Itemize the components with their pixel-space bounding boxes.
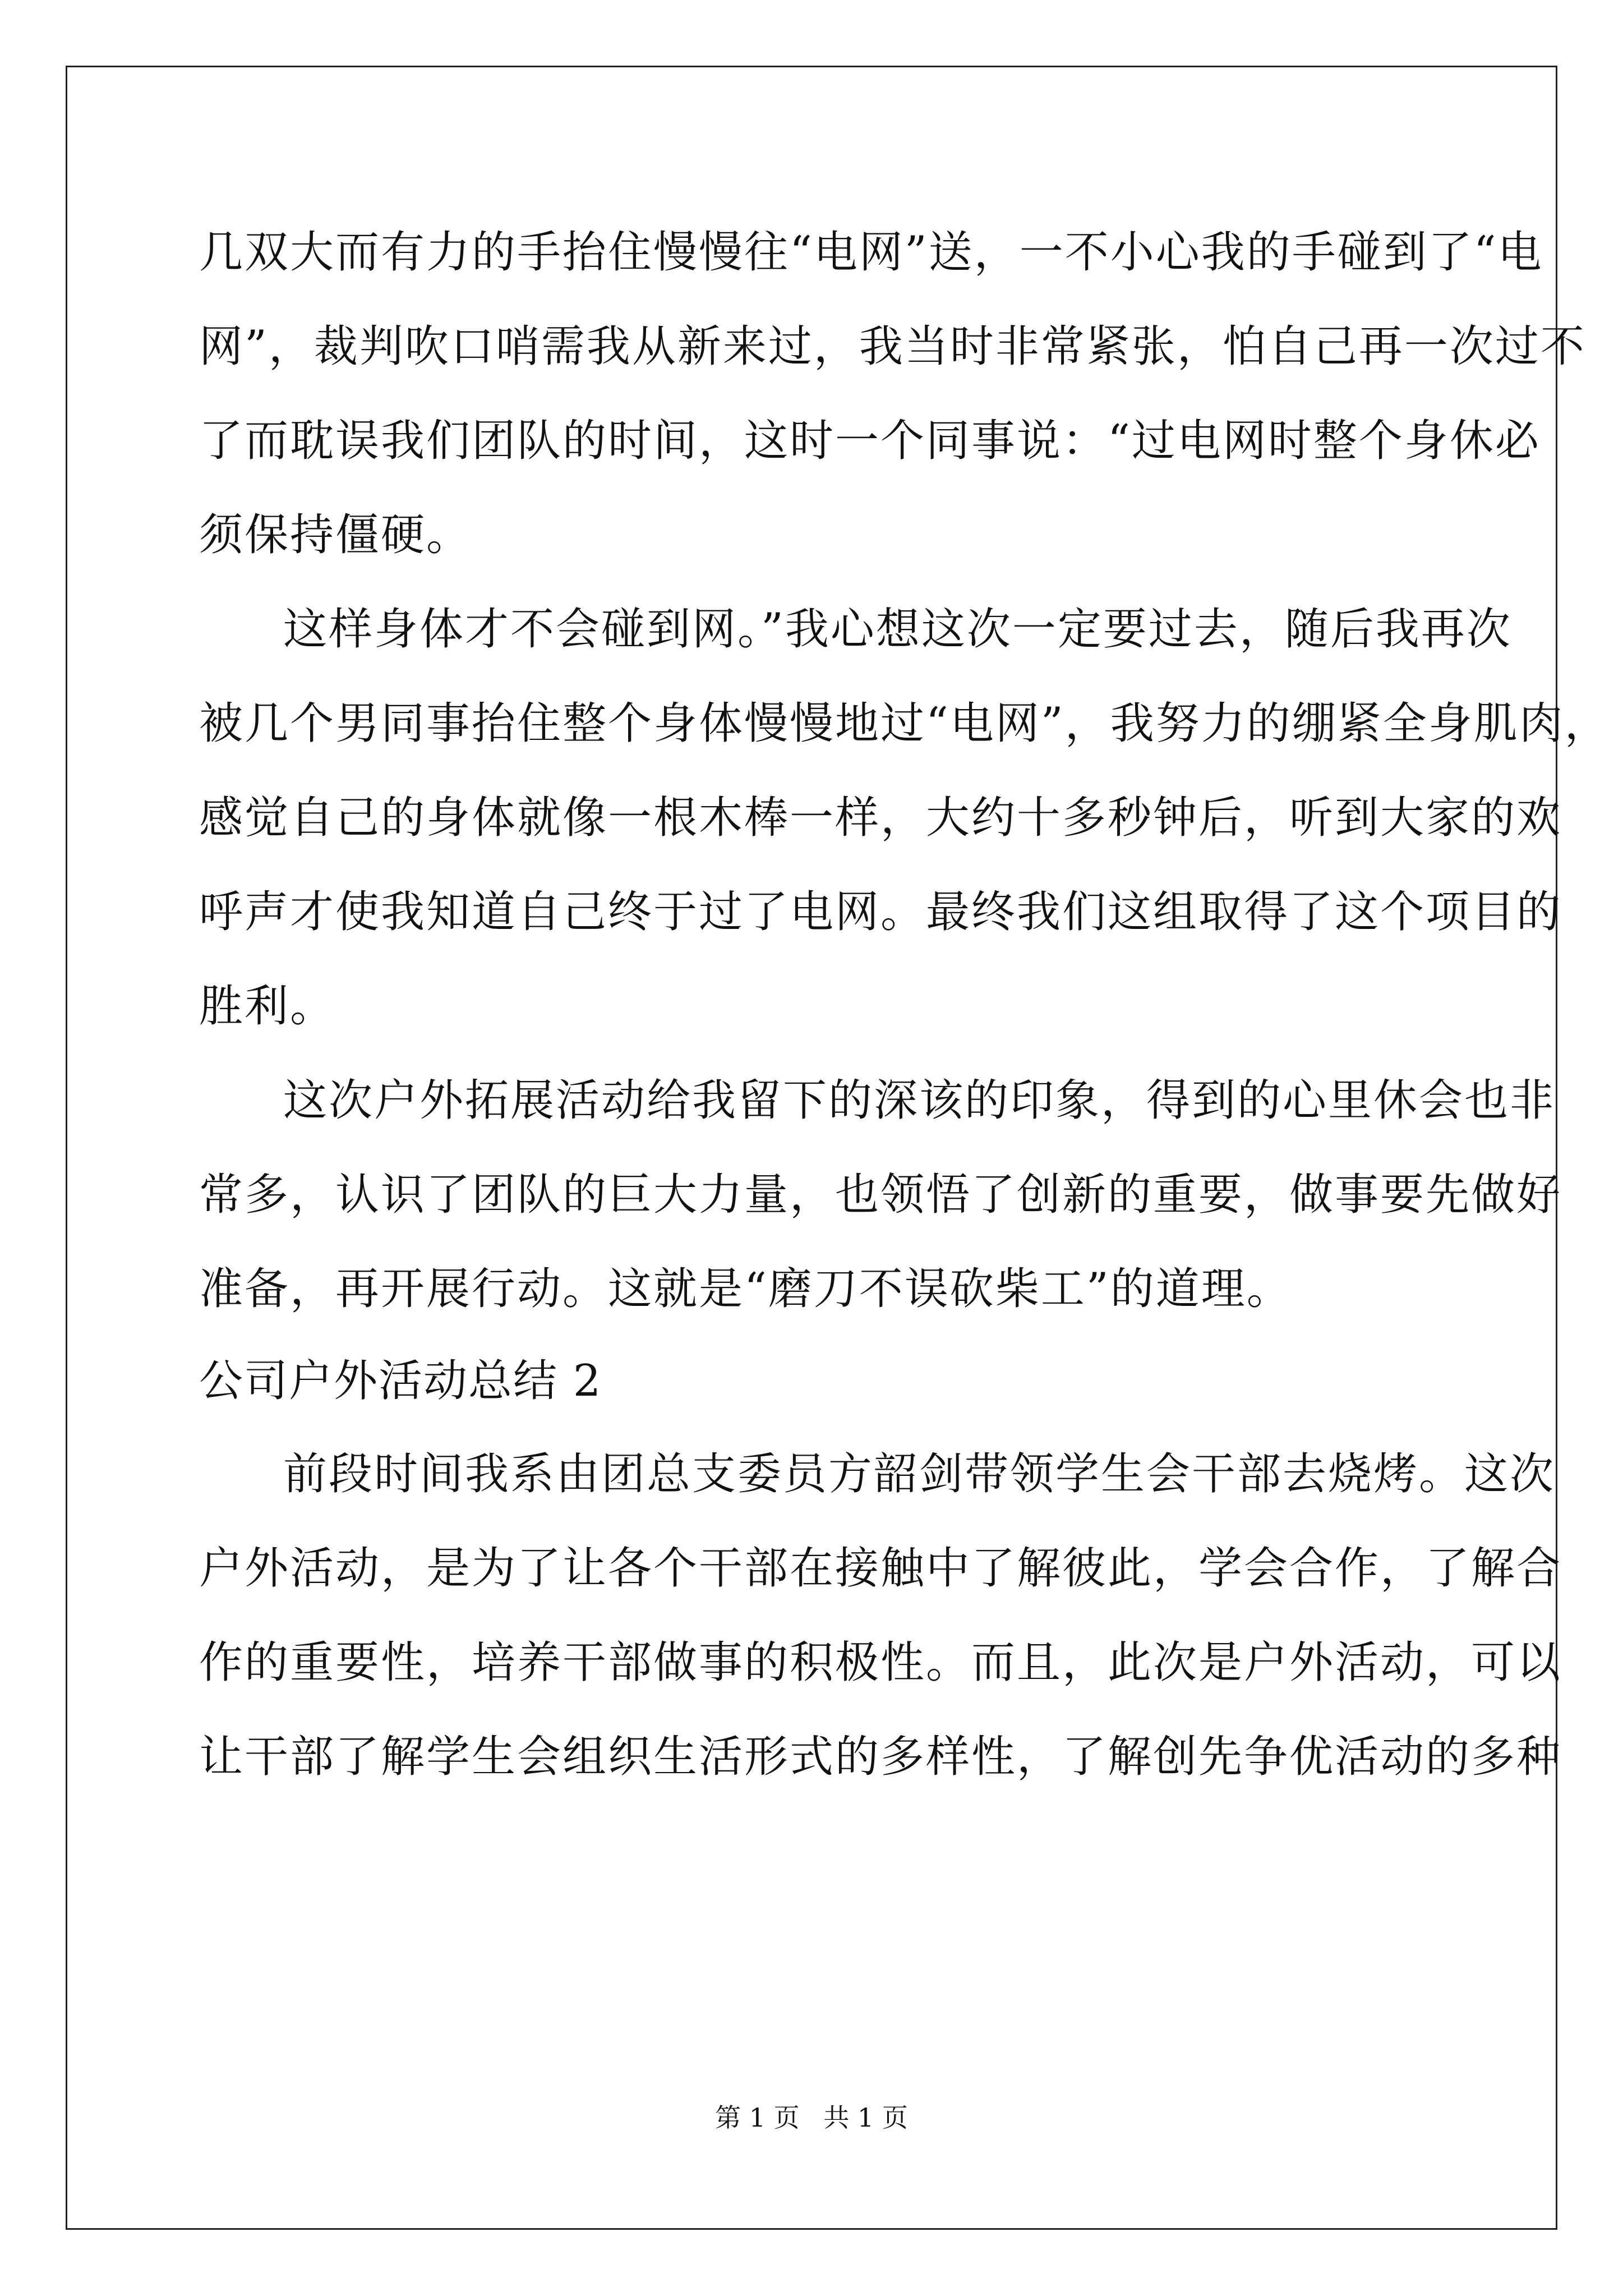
text-line: 户外活动，是为了让各个干部在接触中了解彼此，学会合作，了解合 xyxy=(199,1543,1562,1594)
text-line: 几双大而有力的手抬住慢慢往“电网”送，一不小心我的手碰到了“电 xyxy=(199,227,1543,278)
text-line: 前段时间我系由团总支委员方韶剑带领学生会干部去烧烤。这次 xyxy=(283,1449,1556,1499)
text-line: 准备，再开展行动。这就是“磨刀不误砍柴工”的道理。 xyxy=(199,1264,1292,1314)
text-line: 作的重要性，培养干部做事的积极性。而且，此次是户外活动，可以 xyxy=(199,1637,1562,1688)
text-line: 感觉自己的身体就像一根木棒一样，大约十多秒钟后，听到大家的欢 xyxy=(199,793,1562,843)
page-number: 第 1 页 xyxy=(715,2102,800,2133)
text-line: 这样身体才不会碰到网。”我心想这次一定要过去，随后我再次 xyxy=(283,604,1512,655)
text-line: 被几个男同事抬住整个身体慢慢地过“电网”，我努力的绷紧全身肌肉， xyxy=(199,698,1610,749)
page-total: 共 1 页 xyxy=(823,2102,908,2133)
text-line: 常多，认识了团队的巨大力量，也领悟了创新的重要，做事要先做好 xyxy=(199,1170,1562,1220)
text-line: 这次户外拓展活动给我留下的深该的印象，得到的心里休会也非 xyxy=(283,1075,1556,1126)
text-line: 呼声才使我知道自己终于过了电网。最终我们这组取得了这个项目的 xyxy=(199,887,1562,937)
page-footer xyxy=(0,2101,1623,2134)
text-line: 了而耽误我们团队的时间，这时一个同事说：“过电网时整个身休必 xyxy=(199,416,1541,466)
text-line: 让干部了解学生会组织生活形式的多样性，了解创先争优活动的多种 xyxy=(199,1732,1562,1782)
text-line: 胜利。 xyxy=(199,981,336,1032)
page-border xyxy=(66,66,1610,2230)
section-heading: 公司户外活动总结 2 xyxy=(199,1356,602,1406)
text-line: 须保持僵硬。 xyxy=(199,510,472,560)
text-line: 网”，裁判吹口哨需我从新来过，我当时非常紧张，怕自己再一次过不 xyxy=(199,321,1586,372)
